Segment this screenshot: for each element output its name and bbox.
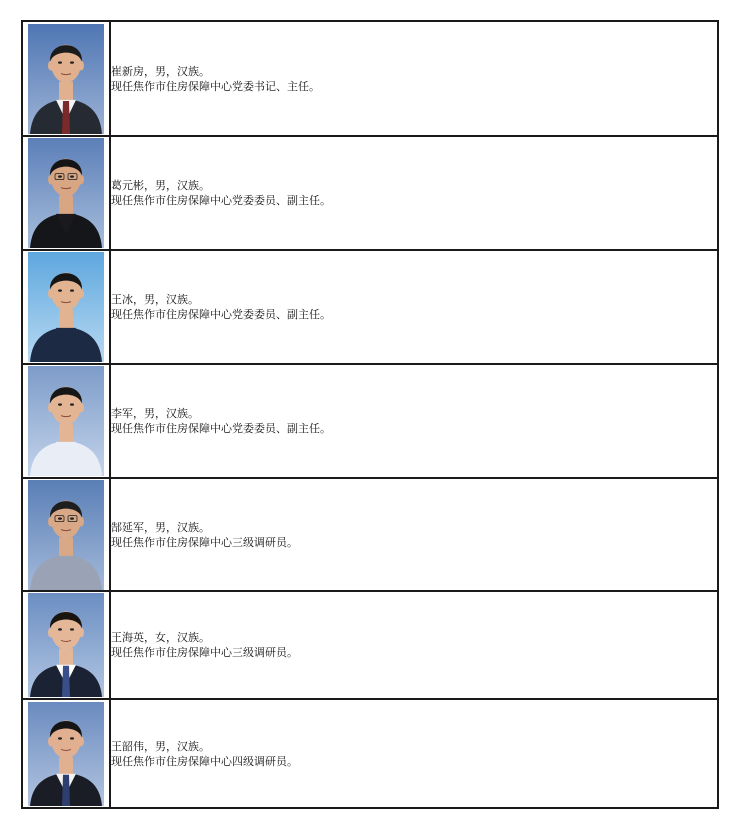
portrait-image <box>28 24 104 134</box>
portrait-image <box>28 702 104 806</box>
bio-cell <box>110 136 718 250</box>
bio-cell <box>110 591 718 699</box>
bio-cell <box>110 478 718 591</box>
portrait-image <box>28 252 104 362</box>
portrait-photo <box>28 702 104 806</box>
bio-cell <box>110 250 718 364</box>
portrait-image <box>28 138 104 248</box>
name-line: 王冰，男，汉族。 <box>111 293 199 306</box>
person-row <box>22 591 718 699</box>
photo-cell <box>22 699 110 808</box>
staff-table-body <box>22 21 718 808</box>
portrait-photo <box>28 24 104 134</box>
photo-cell <box>22 136 110 250</box>
photo-cell <box>22 591 110 699</box>
portrait-photo <box>28 366 104 476</box>
person-row <box>22 478 718 591</box>
name-line: 葛元彬，男，汉族。 <box>111 179 210 192</box>
portrait-image <box>28 480 104 590</box>
bio-cell <box>110 21 718 136</box>
name-line: 崔新房，男，汉族。 <box>111 64 210 78</box>
name-line: 王韶伟，男，汉族。 <box>111 739 210 753</box>
photo-cell <box>22 250 110 364</box>
photo-cell <box>22 21 110 136</box>
person-row <box>22 136 718 250</box>
portrait-image <box>28 366 104 476</box>
position-line: 现任焦作市住房保障中心三级调研员。 <box>111 535 298 549</box>
name-line: 王海英，女，汉族。 <box>111 631 210 644</box>
position-line: 现任焦作市住房保障中心三级调研员。 <box>111 646 298 659</box>
staff-table <box>21 20 719 809</box>
name-line: 李军，男，汉族。 <box>111 407 199 420</box>
portrait-photo <box>28 138 104 248</box>
bio-cell <box>110 364 718 478</box>
position-line: 现任焦作市住房保障中心党委委员、副主任。 <box>111 422 331 435</box>
person-row <box>22 699 718 808</box>
photo-cell <box>22 364 110 478</box>
position-line: 现任焦作市住房保障中心党委书记、主任。 <box>111 79 320 93</box>
photo-cell <box>22 478 110 591</box>
bio-cell <box>110 699 718 808</box>
position-line: 现任焦作市住房保障中心党委委员、副主任。 <box>111 308 331 321</box>
person-row <box>22 364 718 478</box>
portrait-image <box>28 593 104 697</box>
position-line: 现任焦作市住房保障中心党委委员、副主任。 <box>111 194 331 207</box>
portrait-photo <box>28 480 104 590</box>
person-row <box>22 21 718 136</box>
position-line: 现任焦作市住房保障中心四级调研员。 <box>111 754 298 768</box>
portrait-photo <box>28 593 104 697</box>
portrait-photo <box>28 252 104 362</box>
name-line: 郜延军，男，汉族。 <box>111 520 210 534</box>
person-row <box>22 250 718 364</box>
